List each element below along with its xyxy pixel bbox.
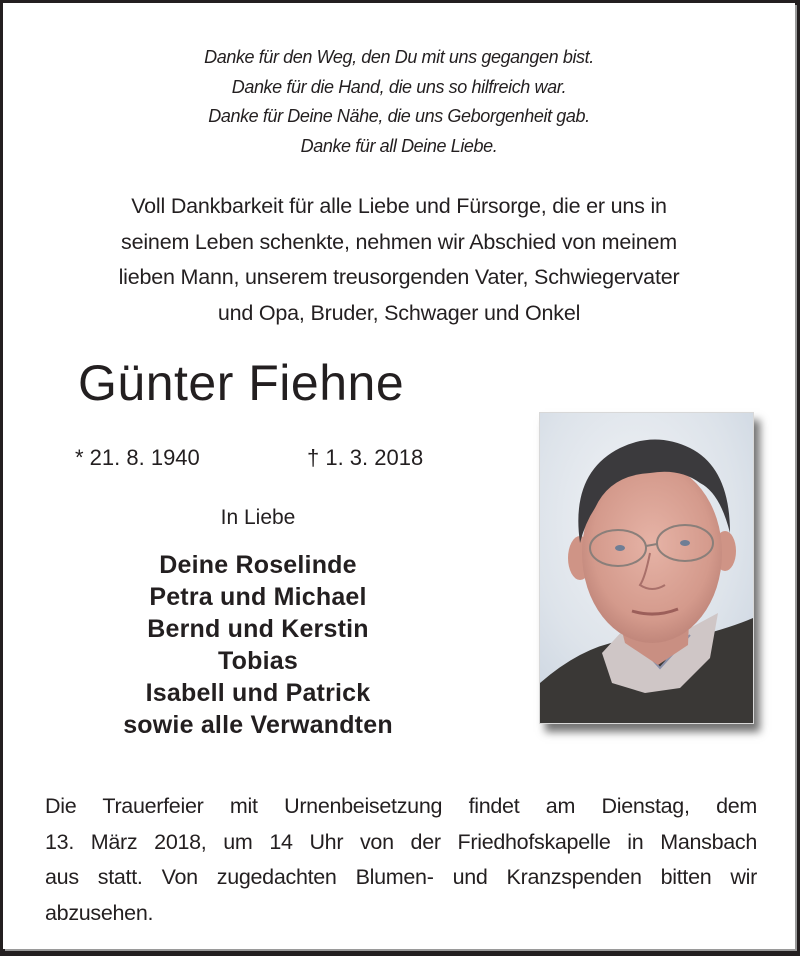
mourner-line: Deine Roselinde bbox=[159, 551, 357, 579]
mourner-line: Bernd und Kerstin bbox=[147, 615, 369, 643]
intro-line: und Opa, Bruder, Schwager und Onkel bbox=[217, 300, 581, 325]
poem-line: Danke für Deine Nähe, die uns Geborgenheit gab. bbox=[208, 106, 590, 126]
intro-line: lieben Mann, unserem treusorgenden Vater, Schwiegervater bbox=[118, 265, 680, 289]
notice-line: aus statt. Von zugedachten Blumen- und Kranzspenden bitten wir bbox=[45, 865, 757, 889]
deceased-name: Günter Fiehne bbox=[78, 355, 405, 411]
obituary-card bbox=[3, 3, 795, 949]
notice-line: Die Trauerfeier mit Urnenbeisetzung findet am Dienstag, dem bbox=[45, 794, 757, 818]
mourner-line: Petra und Michael bbox=[149, 583, 367, 611]
funeral-notice bbox=[45, 789, 757, 931]
intro-line: Voll Dankbarkeit für alle Liebe und Fürsorge, die er uns in bbox=[131, 194, 667, 218]
poem-line: Danke für all Deine Liebe. bbox=[300, 135, 498, 156]
death-date: † 1. 3. 2018 bbox=[307, 445, 424, 470]
notice-line: 13. März 2018, um 14 Uhr von der Friedhofskapelle in Mansbach bbox=[45, 829, 757, 854]
birth-date: * 21. 8. 1940 bbox=[75, 445, 200, 470]
portrait-image bbox=[540, 413, 753, 723]
mourners-heading: In Liebe bbox=[220, 506, 296, 529]
mourner-line: Isabell und Patrick bbox=[145, 679, 371, 707]
poem-line: Danke für den Weg, den Du mit uns gegangen bist. bbox=[204, 47, 594, 67]
poem bbox=[3, 43, 795, 161]
intro-text bbox=[3, 189, 795, 331]
intro-line: seinem Leben schenkte, nehmen wir Abschied von meinem bbox=[121, 229, 677, 254]
mourner-line: Tobias bbox=[218, 647, 298, 675]
mourners-list bbox=[58, 549, 458, 741]
notice-line: abzusehen. bbox=[45, 900, 154, 925]
portrait-photo bbox=[539, 412, 754, 724]
poem-line: Danke für die Hand, die uns so hilfreich war. bbox=[231, 76, 567, 97]
mourner-line: sowie alle Verwandten bbox=[123, 711, 393, 739]
